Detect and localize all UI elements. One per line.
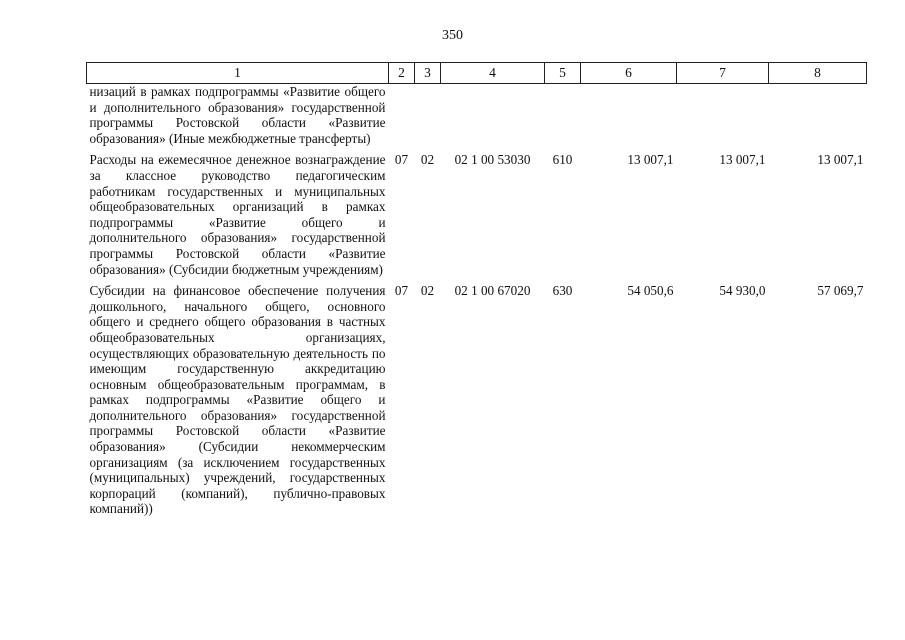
header-col-4: 4 [441,63,545,84]
header-col-6: 6 [581,63,677,84]
row-subsection: 02 [420,283,435,299]
table-row [87,84,867,147]
table-row [87,277,867,517]
row-description: Субсидии на финансовое обеспечение получения дошкольного, начального общего, основного общего и среднего общего образования в частных общеобразовательных организациях, осуществляющих образовательную деятельность по имеющим государственную аккредитацию основным общеобразовательным программам, в рамках подпрограммы «Развитие общего и дополнительного образования» государственной программы Ростовской области «Развитие образования» (Субсидии некоммерческим организациям (за исключением государственных (муниципальных) учреждений, государственных корпораций (компаний), публично-правовых компаний)) [89,283,386,517]
row-section: 07 [394,152,409,168]
budget-table [86,62,867,517]
header-col-2: 2 [389,63,415,84]
row-expense-type: 630 [552,283,573,299]
row-section [389,84,415,147]
page-number: 350 [442,28,463,43]
header-col-8: 8 [769,63,867,84]
header-col-5: 5 [545,63,581,84]
row-amount-year-3: 57 069,7 [817,283,864,299]
header-row [87,63,867,84]
row-description: Расходы на ежемесячное денежное вознаграждение за классное руководство педагогическим работникам государственных и муниципальных общеобразовательных организаций в рамках подпрограммы «Развитие общего и дополнительного образования» государственной программы Ростовской области «Развитие образования» (Субсидии бюджетным учреждениям) [89,152,386,277]
row-amount-year-2 [677,84,769,147]
row-subsection [415,84,441,147]
header-col-7: 7 [677,63,769,84]
row-amount-year-1: 54 050,6 [627,283,674,299]
row-target-article: 02 1 00 53030 [454,152,531,168]
row-amount-year-2: 13 007,1 [719,152,766,168]
row-amount-year-1 [581,84,677,147]
header-col-1: 1 [87,63,389,84]
header-col-3: 3 [415,63,441,84]
table-row [87,146,867,277]
row-subsection: 02 [420,152,435,168]
row-amount-year-2: 54 930,0 [719,283,766,299]
row-description: низаций в рамках подпрограммы «Развитие общего и дополнительного образования» государственной программы Ростовской области «Развитие образования» (Иные межбюджетные трансферты) [89,84,386,146]
row-amount-year-1: 13 007,1 [627,152,674,168]
row-expense-type: 610 [552,152,573,168]
row-expense-type [545,84,581,147]
row-target-article [441,84,545,147]
row-section: 07 [394,283,409,299]
row-target-article: 02 1 00 67020 [454,283,531,299]
row-amount-year-3: 13 007,1 [817,152,864,168]
row-amount-year-3 [769,84,867,147]
